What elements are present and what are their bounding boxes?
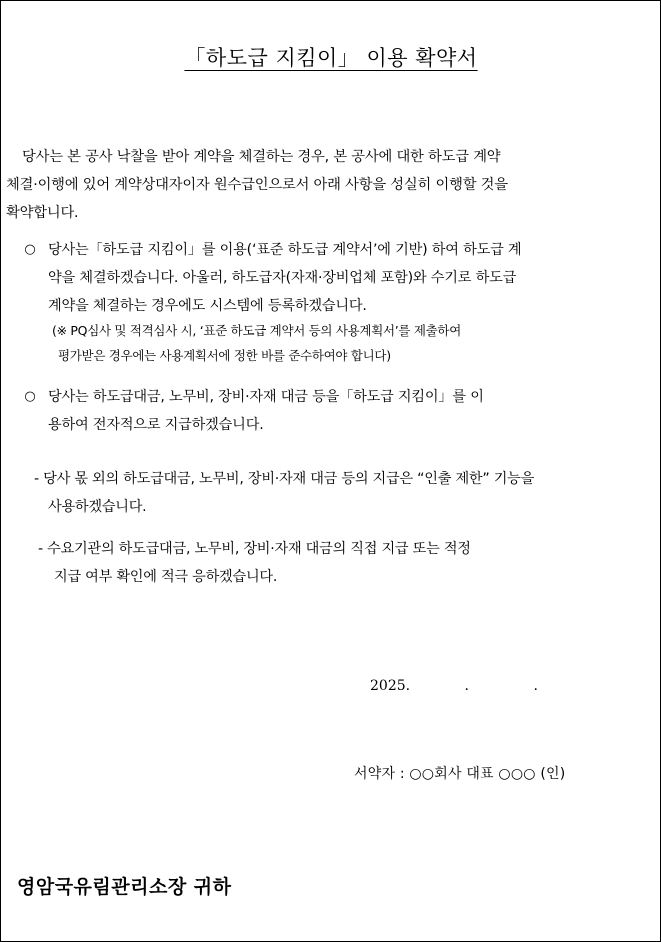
bullet-line: 당사는 하도급대금, 노무비, 장비·자재 대금 등을「하도급 지킴이」를 이 [48, 389, 484, 405]
date-year: 2025. [370, 678, 411, 694]
bullet-line: 당사는「하도급 지킴이」를 이용(‘표준 하도급 계약서’에 기반) 하여 하도급 계 [48, 242, 522, 258]
bullet-line: 계약을 체결하는 경우에도 시스템에 등록하겠습니다. [48, 298, 367, 314]
dash-line: 지급 여부 확인에 적극 응하겠습니다. [54, 569, 278, 585]
intro-paragraph [6, 143, 651, 227]
date-month-separator: . [464, 678, 469, 694]
dash-line: 사용하겠습니다. [48, 499, 147, 515]
dash-item-1 [34, 465, 661, 521]
bullet-line: 약을 체결하겠습니다. 아울러, 하도급자(자재·장비업체 포함)와 수기로 하도급 [48, 270, 517, 286]
dash-line: - 수요기관의 하도급대금, 노무비, 장비·자재 대금의 직접 지급 또는 적정 [38, 541, 471, 557]
bullet-item-1 [22, 236, 652, 320]
date-day-separator: . [533, 678, 538, 694]
note-line: (※ PQ심사 및 적격심사 시, ‘표준 하도급 계약서 등의 사용계획서’를 제출하여 [52, 323, 461, 338]
note-paragraph [52, 318, 652, 368]
intro-line: 체결·이행에 있어 계약상대자이자 원수급인으로서 아래 사항을 성실히 이행할 것을 [6, 177, 508, 193]
circle-bullet-icon: ○ [24, 242, 36, 257]
dash-line: - 당사 몫 외의 하도급대금, 노무비, 장비·자재 대금 등의 지급은 “인출 제한” 기능을 [34, 471, 535, 487]
note-line: 평가받은 경우에는 사용계획서에 정한 바를 준수하여야 합니다) [58, 348, 391, 363]
circle-bullet-icon: ○ [24, 389, 36, 404]
document-title: 「하도급 지킴이」 이용 확약서 [184, 46, 478, 70]
intro-line: 확약합니다. [6, 205, 79, 221]
bullet-line: 용하여 전자적으로 지급하겠습니다. [48, 417, 264, 433]
intro-line: 당사는 본 공사 낙찰을 받아 계약을 체결하는 경우, 본 공사에 대한 하도급 계약 [22, 149, 501, 165]
bullet-item-2 [22, 383, 652, 439]
dash-item-2 [38, 535, 661, 591]
signer-line: 서약자 : ○○회사 대표 ○○○ (인) [354, 766, 566, 782]
addressee: 영암국유림관리소장 귀하 [17, 876, 232, 898]
date-line [370, 678, 538, 694]
